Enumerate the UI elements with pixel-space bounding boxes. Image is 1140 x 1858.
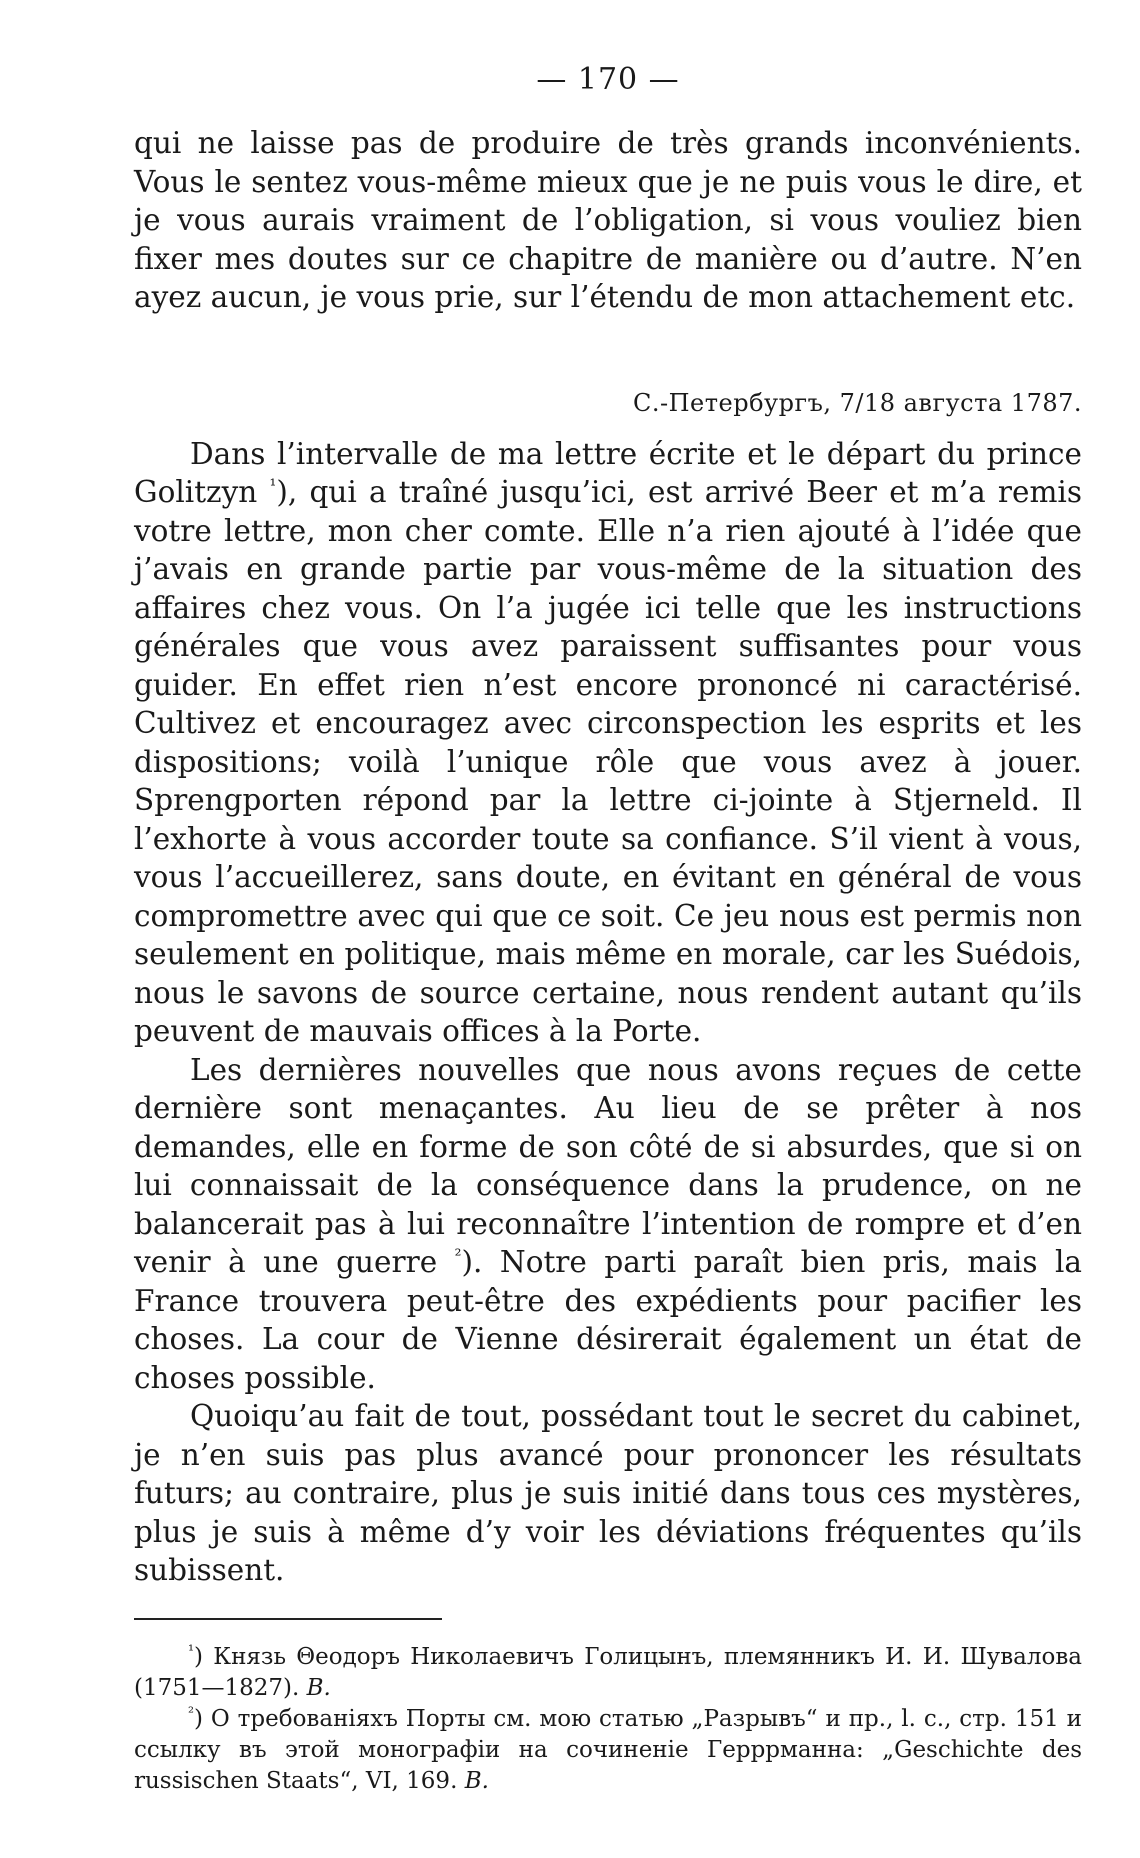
footnote-signature: В.	[464, 1767, 489, 1794]
paragraph-porte-news	[134, 1051, 1082, 1398]
footnote-mark-2: ²	[188, 1702, 195, 1721]
footnote-mark-1: ¹	[188, 1640, 195, 1659]
paragraph-text-rest: ). Notre parti paraît bien pris, mais la France trouvera peut-être des expédients pour pacifier les choses. La cour de Vienne désirerait également un état de choses possible.	[134, 1245, 1082, 1395]
footnote-ref-2[interactable]: ²	[454, 1246, 462, 1267]
footnote-2	[134, 1704, 1082, 1797]
paragraph-text-rest: ), qui a traîné jusqu’ici, est arrivé Beer et m’a remis votre lettre, mon cher comte. Elle n’a rien ajouté à l’idée que j’avais en grande partie par vous-même de la situation des affaires chez vous. On l’a jugée ici telle que les instructions générales que vous avez paraissent suffisantes pour vous guider. En effet rien n’est encore prononcé ni caractérisé. Cultivez et encouragez avec circonspection les esprits et les dispositions; voilà l’unique rôle que vous avez à jouer. Sprengporten répond par la lettre ci-jointe à Stjerneld. Il l’exhorte à vous accorder toute sa confiance. S’il vient à vous, vous l’accueillerez, sans doute, en évitant en général de vous compromettre avec qui que ce soit. Ce jeu nous est permis non seulement en politique, mais même en morale, car les Suédois, nous le savons de source certaine, nous rendent autant qu’ils peuvent de mauvais offices à la Porte.	[134, 475, 1083, 1048]
paragraph-text-start: Les dernières nouvelles que nous avons reçues de cette dernière sont menaçantes. Au lieu de se prêter à nos demandes, elle en forme de son côté de si absurdes, que si on lui connaissait de la conséquence dans la prudence, on ne balancerait pas à lui reconnaître l’intention de rompre et d’en venir à une guerre	[134, 1052, 1082, 1279]
paragraph-cabinet-secret: Quoiqu’au fait de tout, possédant tout le secret du cabinet, je n’en suis pas plus avancé pour prononcer les résultats futurs; au contraire, plus je suis initié dans tous ces mystères, plus je suis à même d’y voir les déviations fréquentes qu’ils subissent.	[134, 1399, 1082, 1587]
paragraph-text-start: Dans l’intervalle de ma lettre écrite et le départ du prince Golitzyn	[134, 436, 1082, 509]
paragraph-letter-body	[134, 435, 1082, 1051]
footnote-1	[134, 1642, 1082, 1704]
letter-dateline: С.-Петербургъ, 7/18 августа 1787.	[632, 388, 1082, 417]
footnote-text: ) О требованіяхъ Порты см. мою статью „Разрывъ“ и пр., l. c., стр. 151 и ссылку въ этой монографіи на сочиненіе Герррманна: „Geschichte des russischen Staats“, VI, 169.	[134, 1705, 1082, 1794]
footnote-text: ) Князь Θеодоръ Николаевичъ Голицынъ, племянникъ И. И. Шувалова (1751—1827).	[134, 1643, 1082, 1701]
page-number: — 170 —	[536, 62, 680, 97]
book-page	[134, 60, 1082, 1797]
footnote-divider	[134, 1618, 442, 1620]
footnote-ref-1[interactable]: ¹	[269, 476, 277, 497]
paragraph-letter-ending: qui ne laisse pas de produire de très grands inconvénients. Vous le sentez vous-même mieux que je ne puis vous le dire, et je vous aurais vraiment de l’obligation, si vous vouliez bien fixer mes doutes sur ce chapitre de manière ou d’autre. N’en ayez aucun, je vous prie, sur l’étendu de mon attachement etc.	[134, 126, 1082, 314]
footnote-signature: В.	[306, 1674, 331, 1701]
